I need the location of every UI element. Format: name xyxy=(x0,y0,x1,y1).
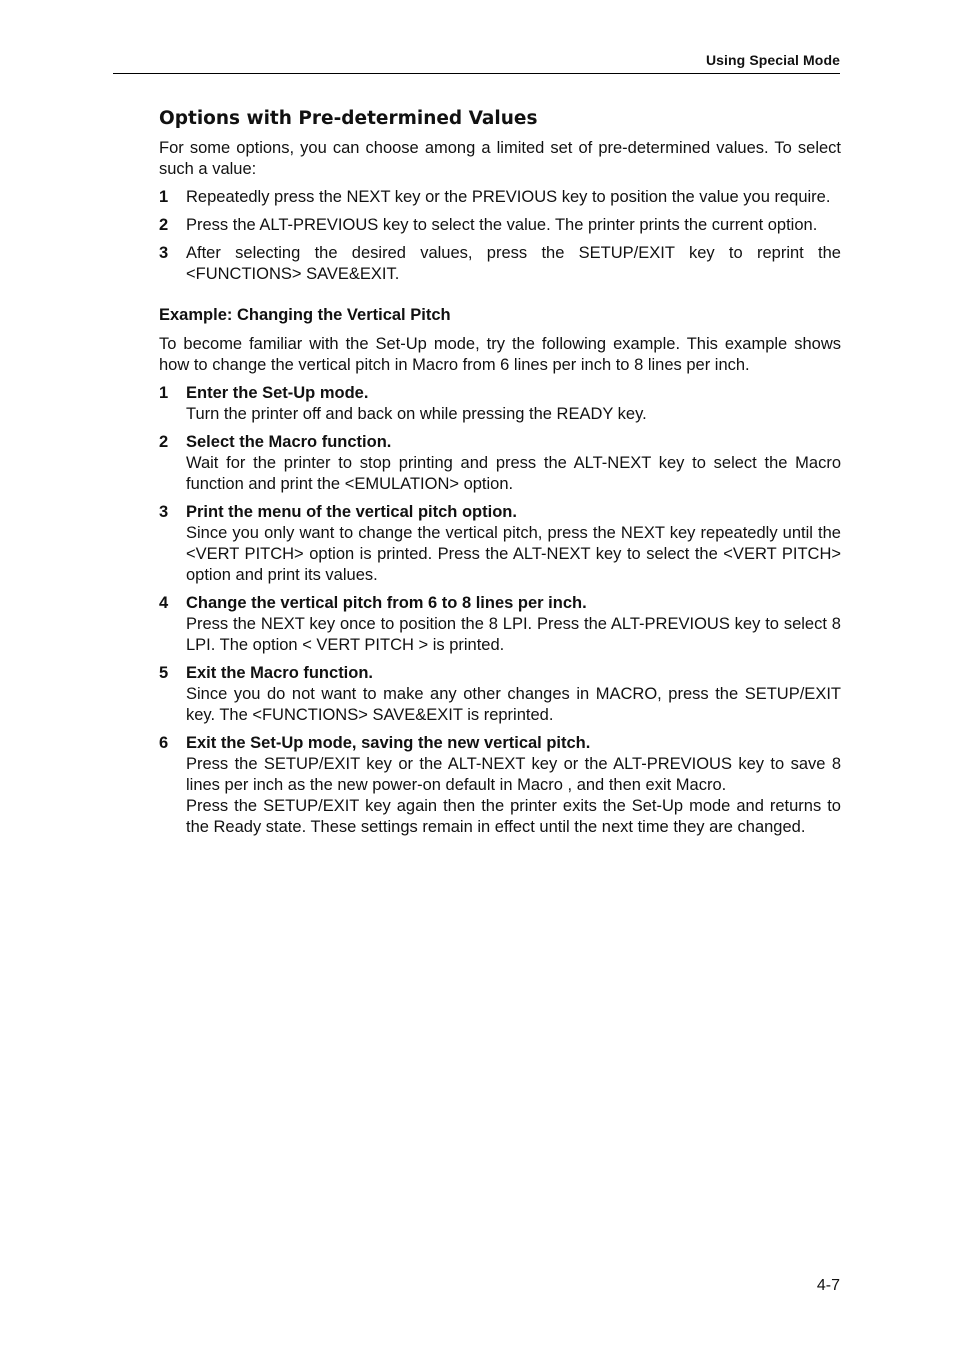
step-heading: Print the menu of the vertical pitch option. xyxy=(186,503,517,521)
section-title: Options with Pre-determined Values xyxy=(159,108,538,129)
step-text: Since you only want to change the vertical pitch, press the NEXT key repeatedly until the <VERT PITCH> option is printed. Press the ALT-NEXT key to select the <VERT PITCH> option and print its values. xyxy=(186,524,841,584)
step-text: After selecting the desired values, press the SETUP/EXIT key to reprint the <FUNCTIONS> SAVE&EXIT. xyxy=(186,244,841,283)
list-item xyxy=(159,383,841,425)
list-item xyxy=(159,593,841,656)
page-content xyxy=(159,106,841,845)
list-item xyxy=(159,243,841,285)
step-heading: Exit the Macro function. xyxy=(186,664,374,682)
select-value-steps xyxy=(159,187,841,285)
step-text: Press the ALT-PREVIOUS key to select the value. The printer prints the current option. xyxy=(186,216,818,234)
step-text-continued: Press the SETUP/EXIT key again then the printer exits the Set-Up mode and returns to the Ready state. These settings remain in effect until the next time they are changed. xyxy=(186,797,841,836)
list-item xyxy=(159,215,841,236)
step-text: Turn the printer off and back on while pressing the READY key. xyxy=(186,405,647,423)
step-number: 1 xyxy=(159,384,169,402)
step-number: 5 xyxy=(159,664,169,682)
list-item xyxy=(159,187,841,208)
step-text: Press the NEXT key once to position the 8 LPI. Press the ALT-PREVIOUS key to select 8 LPI. The option < VERT PITCH > is printed. xyxy=(186,615,841,654)
step-number: 2 xyxy=(159,433,169,451)
list-item xyxy=(159,502,841,586)
step-heading: Exit the Set-Up mode, saving the new vertical pitch. xyxy=(186,734,591,752)
list-item xyxy=(159,733,841,838)
list-item xyxy=(159,432,841,495)
step-heading: Select the Macro function. xyxy=(186,433,392,451)
running-header: Using Special Mode xyxy=(705,52,840,68)
example-steps xyxy=(159,383,841,838)
list-item xyxy=(159,663,841,726)
step-text: Since you do not want to make any other changes in MACRO, press the SETUP/EXIT key. The <FUNCTIONS> SAVE&EXIT is reprinted. xyxy=(186,685,841,724)
header-rule xyxy=(113,73,840,74)
step-number: 1 xyxy=(159,188,169,206)
step-text: Press the SETUP/EXIT key or the ALT-NEXT key or the ALT-PREVIOUS key to save 8 lines per inch as the new power-on default in Macro , and then exit Macro. xyxy=(186,755,841,794)
step-number: 3 xyxy=(159,503,169,521)
step-number: 6 xyxy=(159,734,169,752)
step-heading: Change the vertical pitch from 6 to 8 lines per inch. xyxy=(186,594,587,612)
step-text: Wait for the printer to stop printing and press the ALT-NEXT key to select the Macro function and print the <EMULATION> option. xyxy=(186,454,841,493)
step-text: Repeatedly press the NEXT key or the PREVIOUS key to position the value you require. xyxy=(186,188,831,206)
page-number: 4-7 xyxy=(816,1277,840,1294)
example-title: Example: Changing the Vertical Pitch xyxy=(159,306,451,324)
step-number: 3 xyxy=(159,244,169,262)
step-number: 2 xyxy=(159,216,169,234)
step-number: 4 xyxy=(159,594,169,612)
step-heading: Enter the Set-Up mode. xyxy=(186,384,369,402)
section-intro: For some options, you can choose among a limited set of pre-determined values. To select such a value: xyxy=(159,139,841,178)
example-intro: To become familiar with the Set-Up mode, try the following example. This example shows how to change the vertical pitch in Macro from 6 lines per inch to 8 lines per inch. xyxy=(159,335,841,374)
